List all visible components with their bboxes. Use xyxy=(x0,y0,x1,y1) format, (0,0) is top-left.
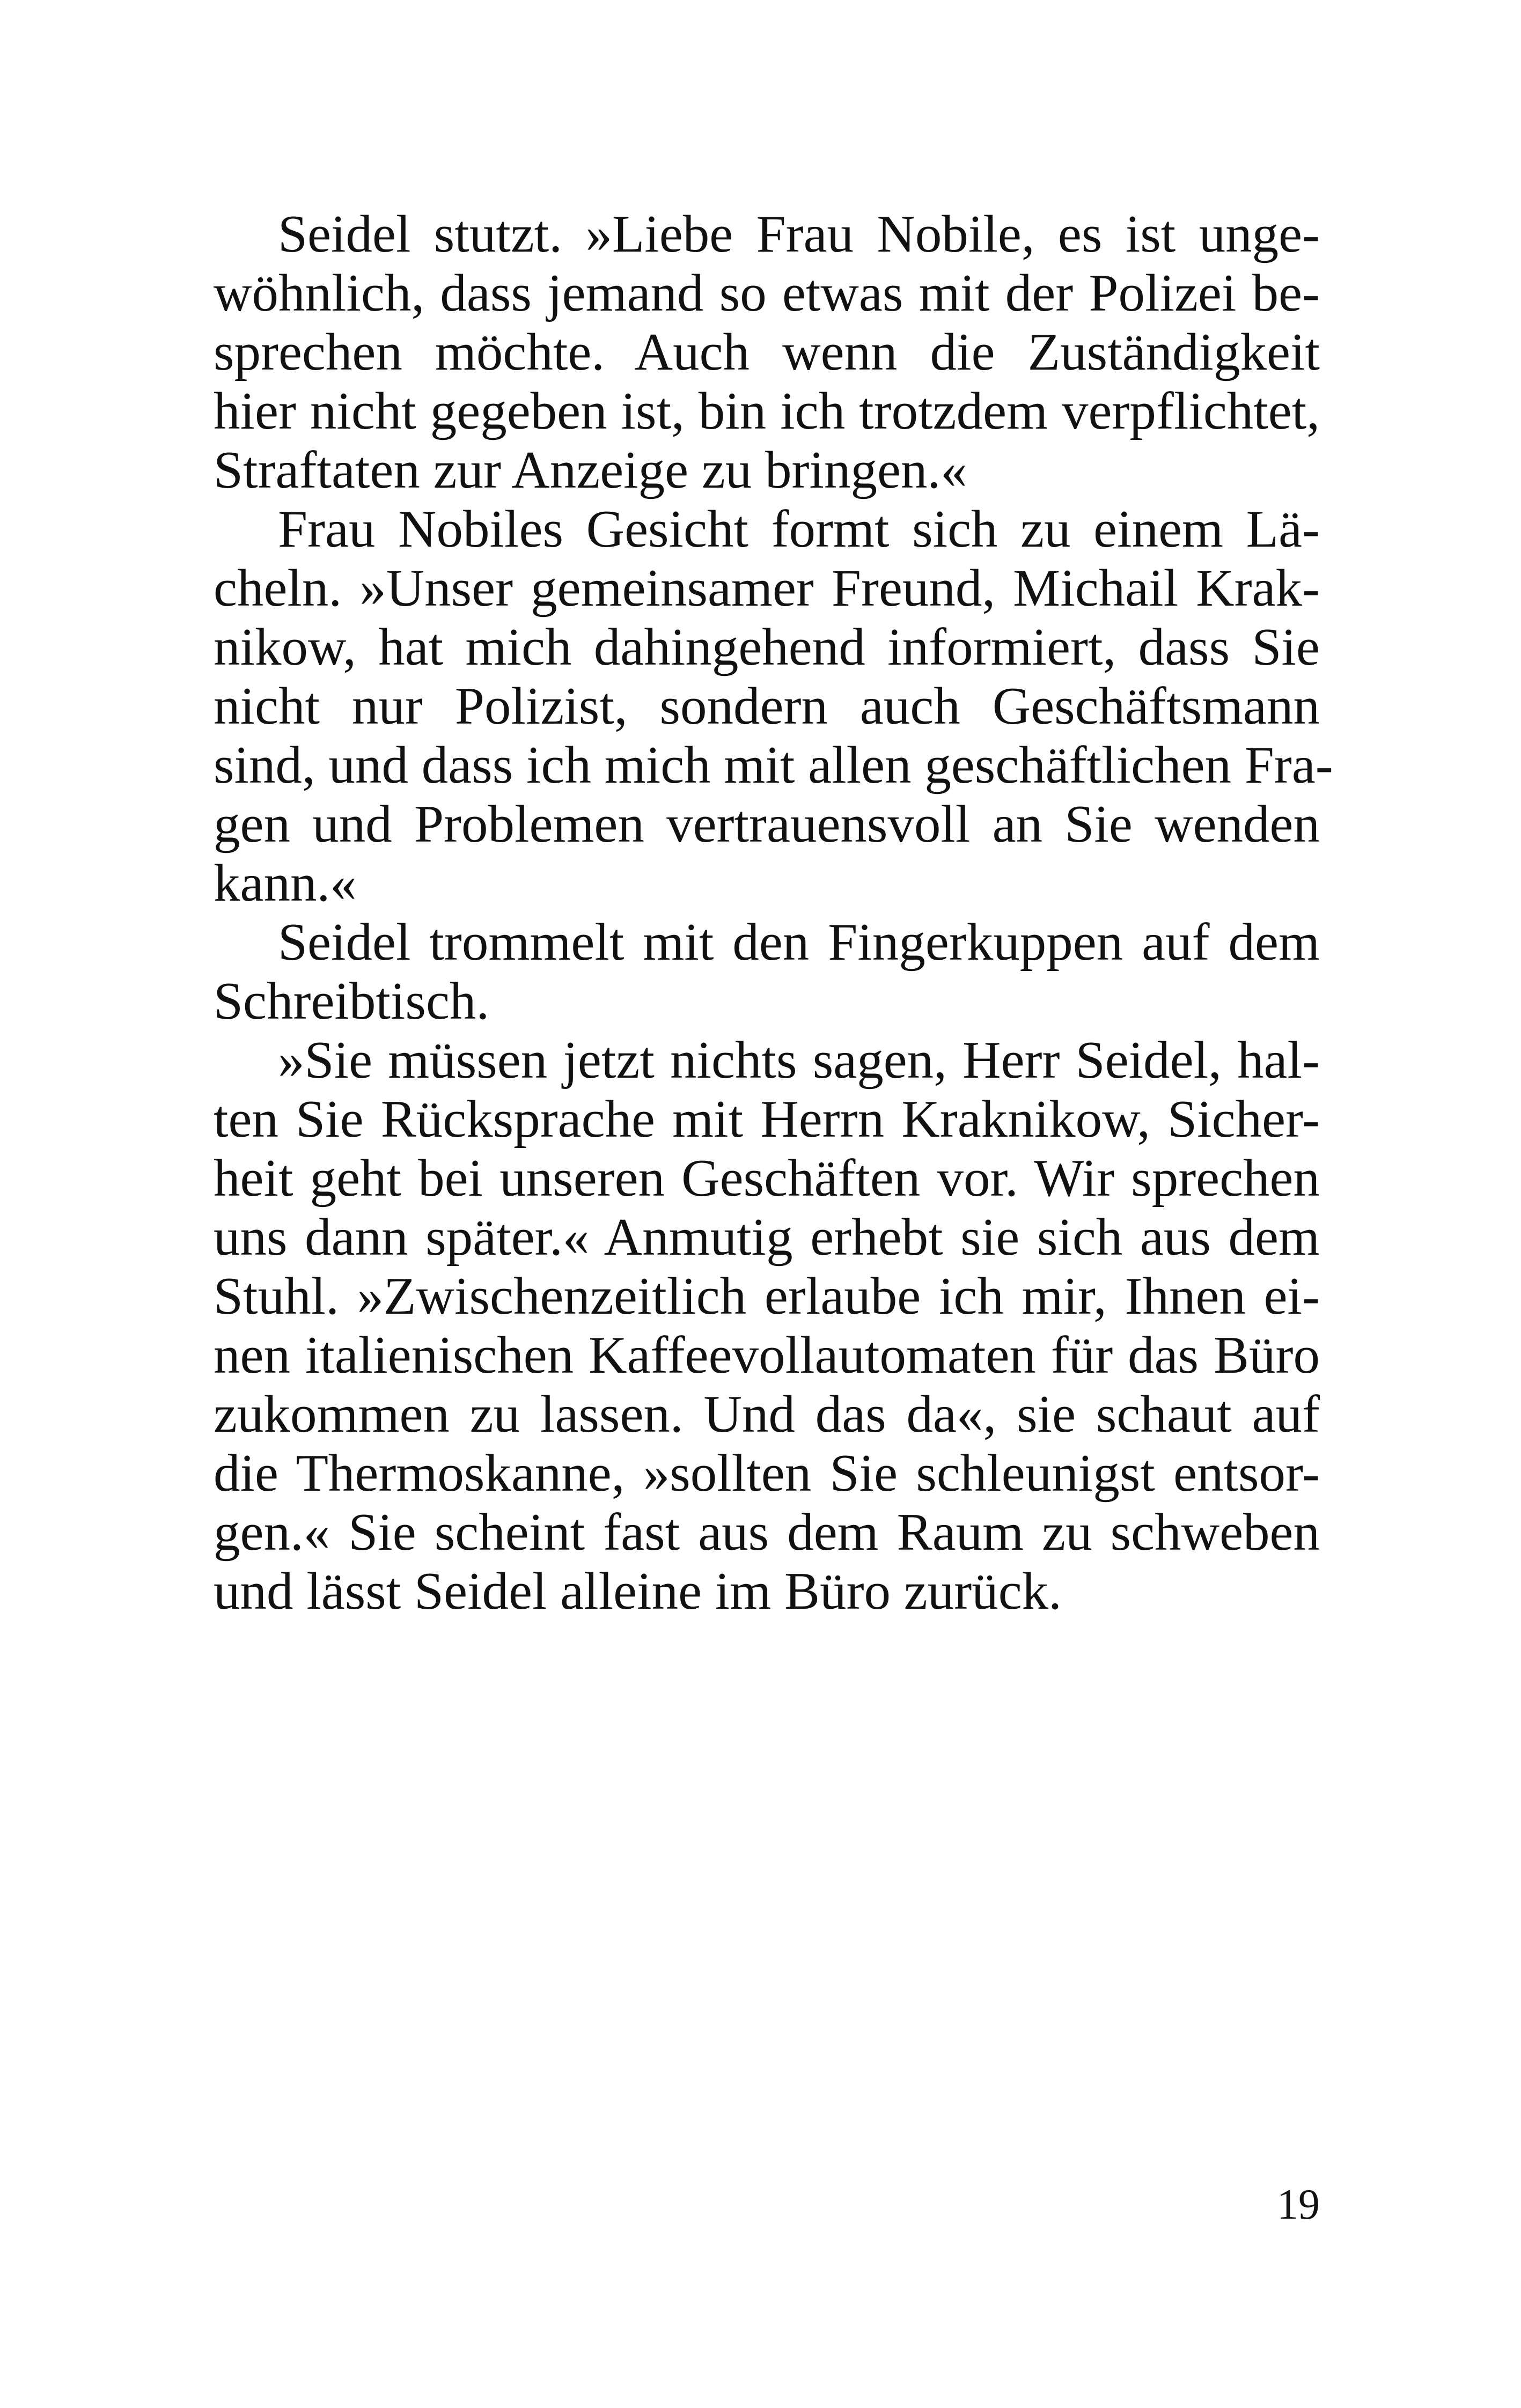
text-line: hier nicht gegeben ist, bin ich trotzdem verpflichtet, xyxy=(214,382,1320,440)
text-line: »Sie müssen jetzt nichts sagen, Herr Seidel, hal- xyxy=(278,1031,1320,1089)
text-line: Schreibtisch. xyxy=(214,972,490,1030)
text-line: nikow, hat mich dahingehend informiert, dass Sie xyxy=(214,618,1320,676)
text-line: ten Sie Rücksprache mit Herrn Kraknikow, Sicher- xyxy=(214,1090,1320,1148)
text-line: heit geht bei unseren Geschäften vor. Wir sprechen xyxy=(214,1149,1320,1207)
page-number: 19 xyxy=(1277,2181,1320,2228)
text-line: cheln. »Unser gemeinsamer Freund, Michail Krak- xyxy=(214,559,1320,617)
text-line: gen.« Sie scheint fast aus dem Raum zu schweben xyxy=(214,1503,1320,1562)
text-line: kann.« xyxy=(214,854,357,912)
text-line: sind, und dass ich mich mit allen geschäftlichen Fra- xyxy=(214,736,1333,794)
text-line: Seidel stutzt. »Liebe Frau Nobile, es ist unge- xyxy=(278,205,1320,263)
text-line: nen italienischen Kaffeevollautomaten für das Büro xyxy=(214,1326,1320,1385)
text-line: und lässt Seidel alleine im Büro zurück. xyxy=(214,1562,1062,1621)
text-line: zukommen zu lassen. Und das da«, sie schaut auf xyxy=(214,1385,1320,1444)
text-line: sprechen möchte. Auch wenn die Zuständigkeit xyxy=(214,323,1320,381)
text-line: Frau Nobiles Gesicht formt sich zu einem Lä- xyxy=(278,500,1320,558)
text-line: die Thermoskanne, »sollten Sie schleunigst entsor- xyxy=(214,1444,1320,1503)
body-text xyxy=(214,205,1333,1621)
text-line: uns dann später.« Anmutig erhebt sie sich aus dem xyxy=(214,1208,1320,1266)
text-line: Seidel trommelt mit den Fingerkuppen auf dem xyxy=(278,913,1320,971)
text-line: Straftaten zur Anzeige zu bringen.« xyxy=(214,441,967,499)
text-line: gen und Problemen vertrauensvoll an Sie wenden xyxy=(214,795,1320,853)
text-line: nicht nur Polizist, sondern auch Geschäftsmann xyxy=(214,677,1320,735)
text-line: Stuhl. »Zwischenzeitlich erlaube ich mir, Ihnen ei- xyxy=(214,1267,1320,1325)
text-line: wöhnlich, dass jemand so etwas mit der Polizei be- xyxy=(214,264,1320,322)
